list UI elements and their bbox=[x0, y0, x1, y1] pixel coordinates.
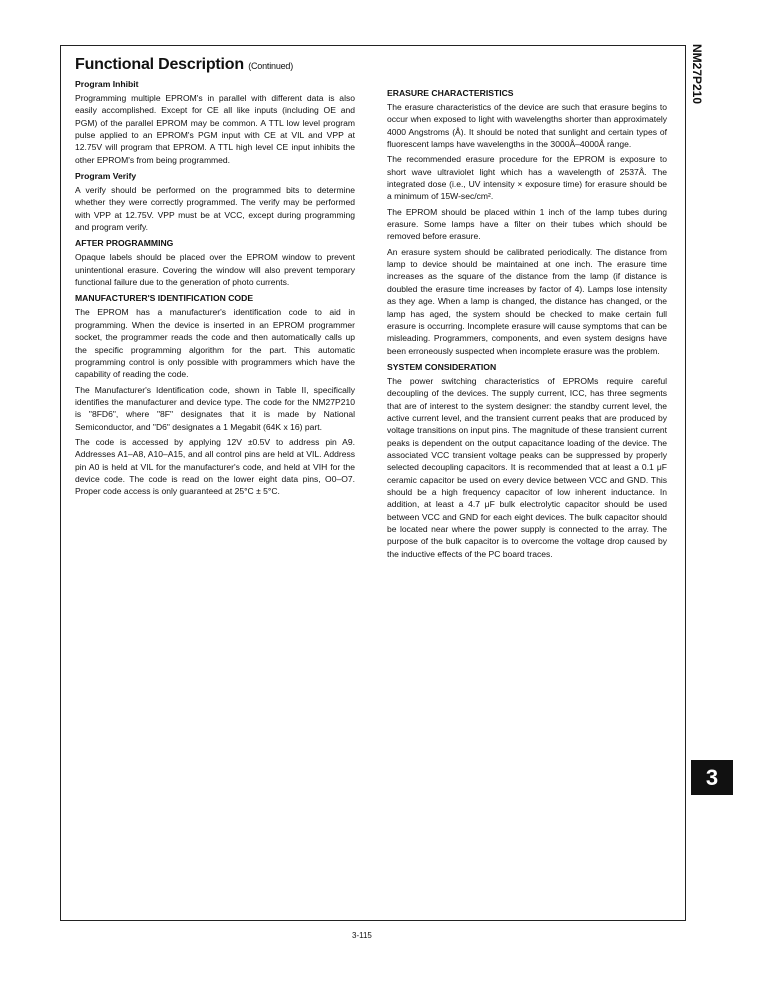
title-text: Functional Description bbox=[75, 56, 244, 73]
title-suffix: (Continued) bbox=[248, 61, 294, 71]
paragraph: The code is accessed by applying 12V ±0.5V to address pin A9. Addresses A1–A8, A10–A15, and all control pins are held at VIL. Address pin A0 is held at VIL for the manufacturer's code, and held at VIH for the device code. The code is read on the lower eight data pins, O0–O7. Proper code access is only guaranteed at 25°C ± 5°C. bbox=[75, 436, 355, 497]
paragraph: A verify should be performed on the programmed bits to determine whether they were correctly programmed. The verify may be performed with VPP at 12.75V. VPP must be at VCC, except during programming and program verify. bbox=[75, 185, 355, 233]
page-title bbox=[75, 56, 355, 74]
side-part-label: NM27P210 bbox=[690, 43, 704, 105]
page-frame bbox=[60, 45, 686, 921]
section-tab: 3 bbox=[691, 760, 733, 795]
heading-after-programming: AFTER PROGRAMMING bbox=[75, 238, 174, 249]
heading-erasure-characteristics: ERASURE CHARACTERISTICS bbox=[387, 88, 514, 98]
heading-manufacturer-id-code: MANUFACTURER'S IDENTIFICATION CODE bbox=[75, 293, 254, 304]
paragraph: Opaque labels should be placed over the EPROM window to prevent unintentional erasure. Covering the window will also prevent temporary functional failure due to the generation of photo currents. bbox=[75, 252, 355, 288]
paragraph: An erasure system should be calibrated periodically. The distance from lamp to device should be maintained at one inch. The erasure time increases as the square of the distance from the lamp (if distance is doubled the erasure time increases by factor of 4). Lamps lose intensity as they age. When a lamp is changed, the distance has changed, or the lamp has aged, the system should be checked to make certain full erasure is occurring. Incomplete erasure will cause symptoms that can be misleading. Programmers, components, and even system designs have been erroneously suspected when incomplete erasure was the problem. bbox=[387, 246, 667, 356]
heading-program-inhibit: Program Inhibit bbox=[75, 79, 139, 89]
paragraph: Programming multiple EPROM's in parallel with different data is also easily accomplished. Except for CE all like inputs (including OE and PGM) of the parallel EPROM may be common. A TTL low level program pulse applied to an EPROM's PGM input with CE at VIL and VPP at 12.75V will program that EPROM. A TTL high level CE input inhibits the other EPROM's from being programmed. bbox=[75, 93, 355, 165]
paragraph: The Manufacturer's Identification code, shown in Table II, specifically identifies the manufacturer and device type. The code for the NM27P210 is "8FD6", where "8F" designates that it is made by National Semiconductor, and "D6" designates a 1 Megabit (64K x 16) part. bbox=[75, 384, 355, 432]
paragraph: The recommended erasure procedure for the EPROM is exposure to short wave ultraviolet light which has a wavelength of 2537Å. The integrated dose (i.e., UV intensity × exposure time) for erasure should be a minimum of 15W-sec/cm². bbox=[387, 154, 667, 202]
paragraph: The EPROM should be placed within 1 inch of the lamp tubes during erasure. Some lamps have a filter on their tubes which should be removed before erasure. bbox=[387, 206, 667, 242]
heading-system-consideration: SYSTEM CONSIDERATION bbox=[387, 361, 497, 372]
paragraph: The erasure characteristics of the device are such that erasure begins to occur when exposed to light with wavelengths shorter than approximately 4000 Angstroms (Å). It should be noted that sunlight and certain types of fluorescent lamps have wavelengths in the 3000Å–4000Å range. bbox=[387, 102, 667, 150]
page-number: 3-115 bbox=[352, 931, 372, 940]
right-column bbox=[387, 83, 667, 563]
heading-program-verify: Program Verify bbox=[75, 171, 137, 182]
left-column bbox=[75, 56, 355, 501]
paragraph: The power switching characteristics of EPROMs require careful decoupling of the devices. The supply current, ICC, has three segments that are of interest to the system designer: the standby current level, the active current level, and the transient current peaks that are produced by voltage transitions on input pins. The magnitude of these transient current peaks is dependent on the output capacitance loading of the device. The associated VCC transient voltage peaks can be suppressed by properly selected decoupling capacitors. It is recommended that at least a 0.1 μF ceramic capacitor be used on every device between VCC and GND. This should be a high frequency capacitor of low inherent inductance. In addition, at least a 4.7 μF bulk electrolytic capacitor should be used between VCC and GND for each eight devices. The bulk capacitor should be located near where the power supply is connected to the array. The purpose of the bulk capacitor is to overcome the voltage drop caused by the inductive effects of the PC board traces. bbox=[387, 375, 667, 559]
paragraph: The EPROM has a manufacturer's identification code to aid in programming. When the device is inserted in an EPROM programmer socket, the programmer reads the code and then automatically calls up the specific programming algorithm for the part. This automatic programming control is only possible with programmers which have the capability of reading the code. bbox=[75, 307, 355, 380]
side-part-number bbox=[688, 43, 706, 105]
